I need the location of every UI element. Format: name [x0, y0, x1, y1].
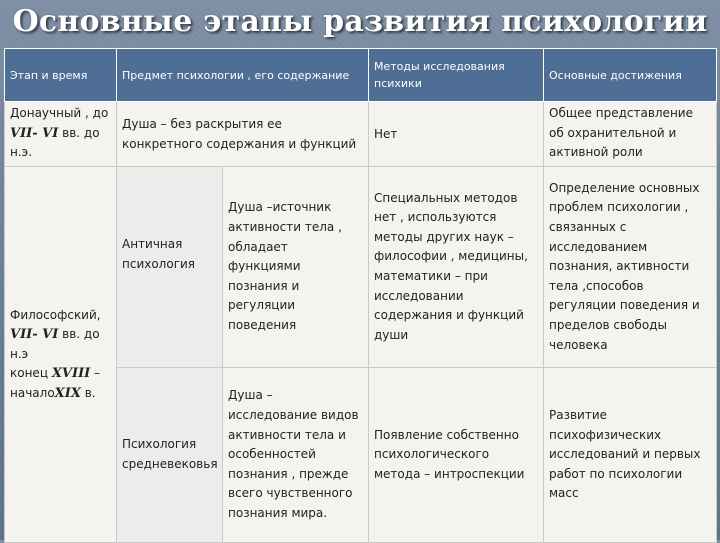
- period-antique: Античная психология: [117, 167, 223, 368]
- methods-antique: Специальных методов нет , используются методы других наук – философии , медицины, математики – при исследовании содержания и функций души: [369, 167, 544, 368]
- achievements-medieval: Развитие психофизических исследований и первых работ по психологии масс: [544, 368, 717, 543]
- achievements-prescientific: Общее представление об охранительной и активной роли: [544, 102, 717, 167]
- achievements-antique: Определение основных проблем психологии , связанных с исследованием познания, активности тела ,способов регуляции поведения и пределов свободы человека: [544, 167, 717, 368]
- methods-prescientific: Нет: [369, 102, 544, 167]
- header-achievements: Основные достижения: [544, 49, 717, 102]
- header-subject: Предмет психологии , его содержание: [117, 49, 369, 102]
- table-header-row: [5, 49, 717, 102]
- subject-prescientific: Душа – без раскрытия ее конкретного содержания и функций: [117, 102, 369, 167]
- stage-prescientific: Донаучный , до VII- VI вв. до н.э.: [5, 102, 117, 167]
- table-row-antique: [5, 167, 717, 368]
- period-medieval: Психология средневековья: [117, 368, 223, 543]
- header-stage: Этап и время: [5, 49, 117, 102]
- slide-title: Основные этапы развития психологии: [12, 4, 708, 39]
- subject-antique: Душа –источник активности тела , обладает функциями познания и регуляции поведения: [223, 167, 369, 368]
- stages-table: [4, 48, 717, 543]
- stage-philosophical: Философский, VII- VI вв. до н.э конец XVIII – началоXIX в.: [5, 167, 117, 543]
- subject-medieval: Душа – исследование видов активности тела и особенностей познания , прежде всего чувственного познания мира.: [223, 368, 369, 543]
- table-row-prescientific: [5, 102, 717, 167]
- header-methods: Методы исследования психики: [369, 49, 544, 102]
- methods-medieval: Появление собственно психологического метода – интроспекции: [369, 368, 544, 543]
